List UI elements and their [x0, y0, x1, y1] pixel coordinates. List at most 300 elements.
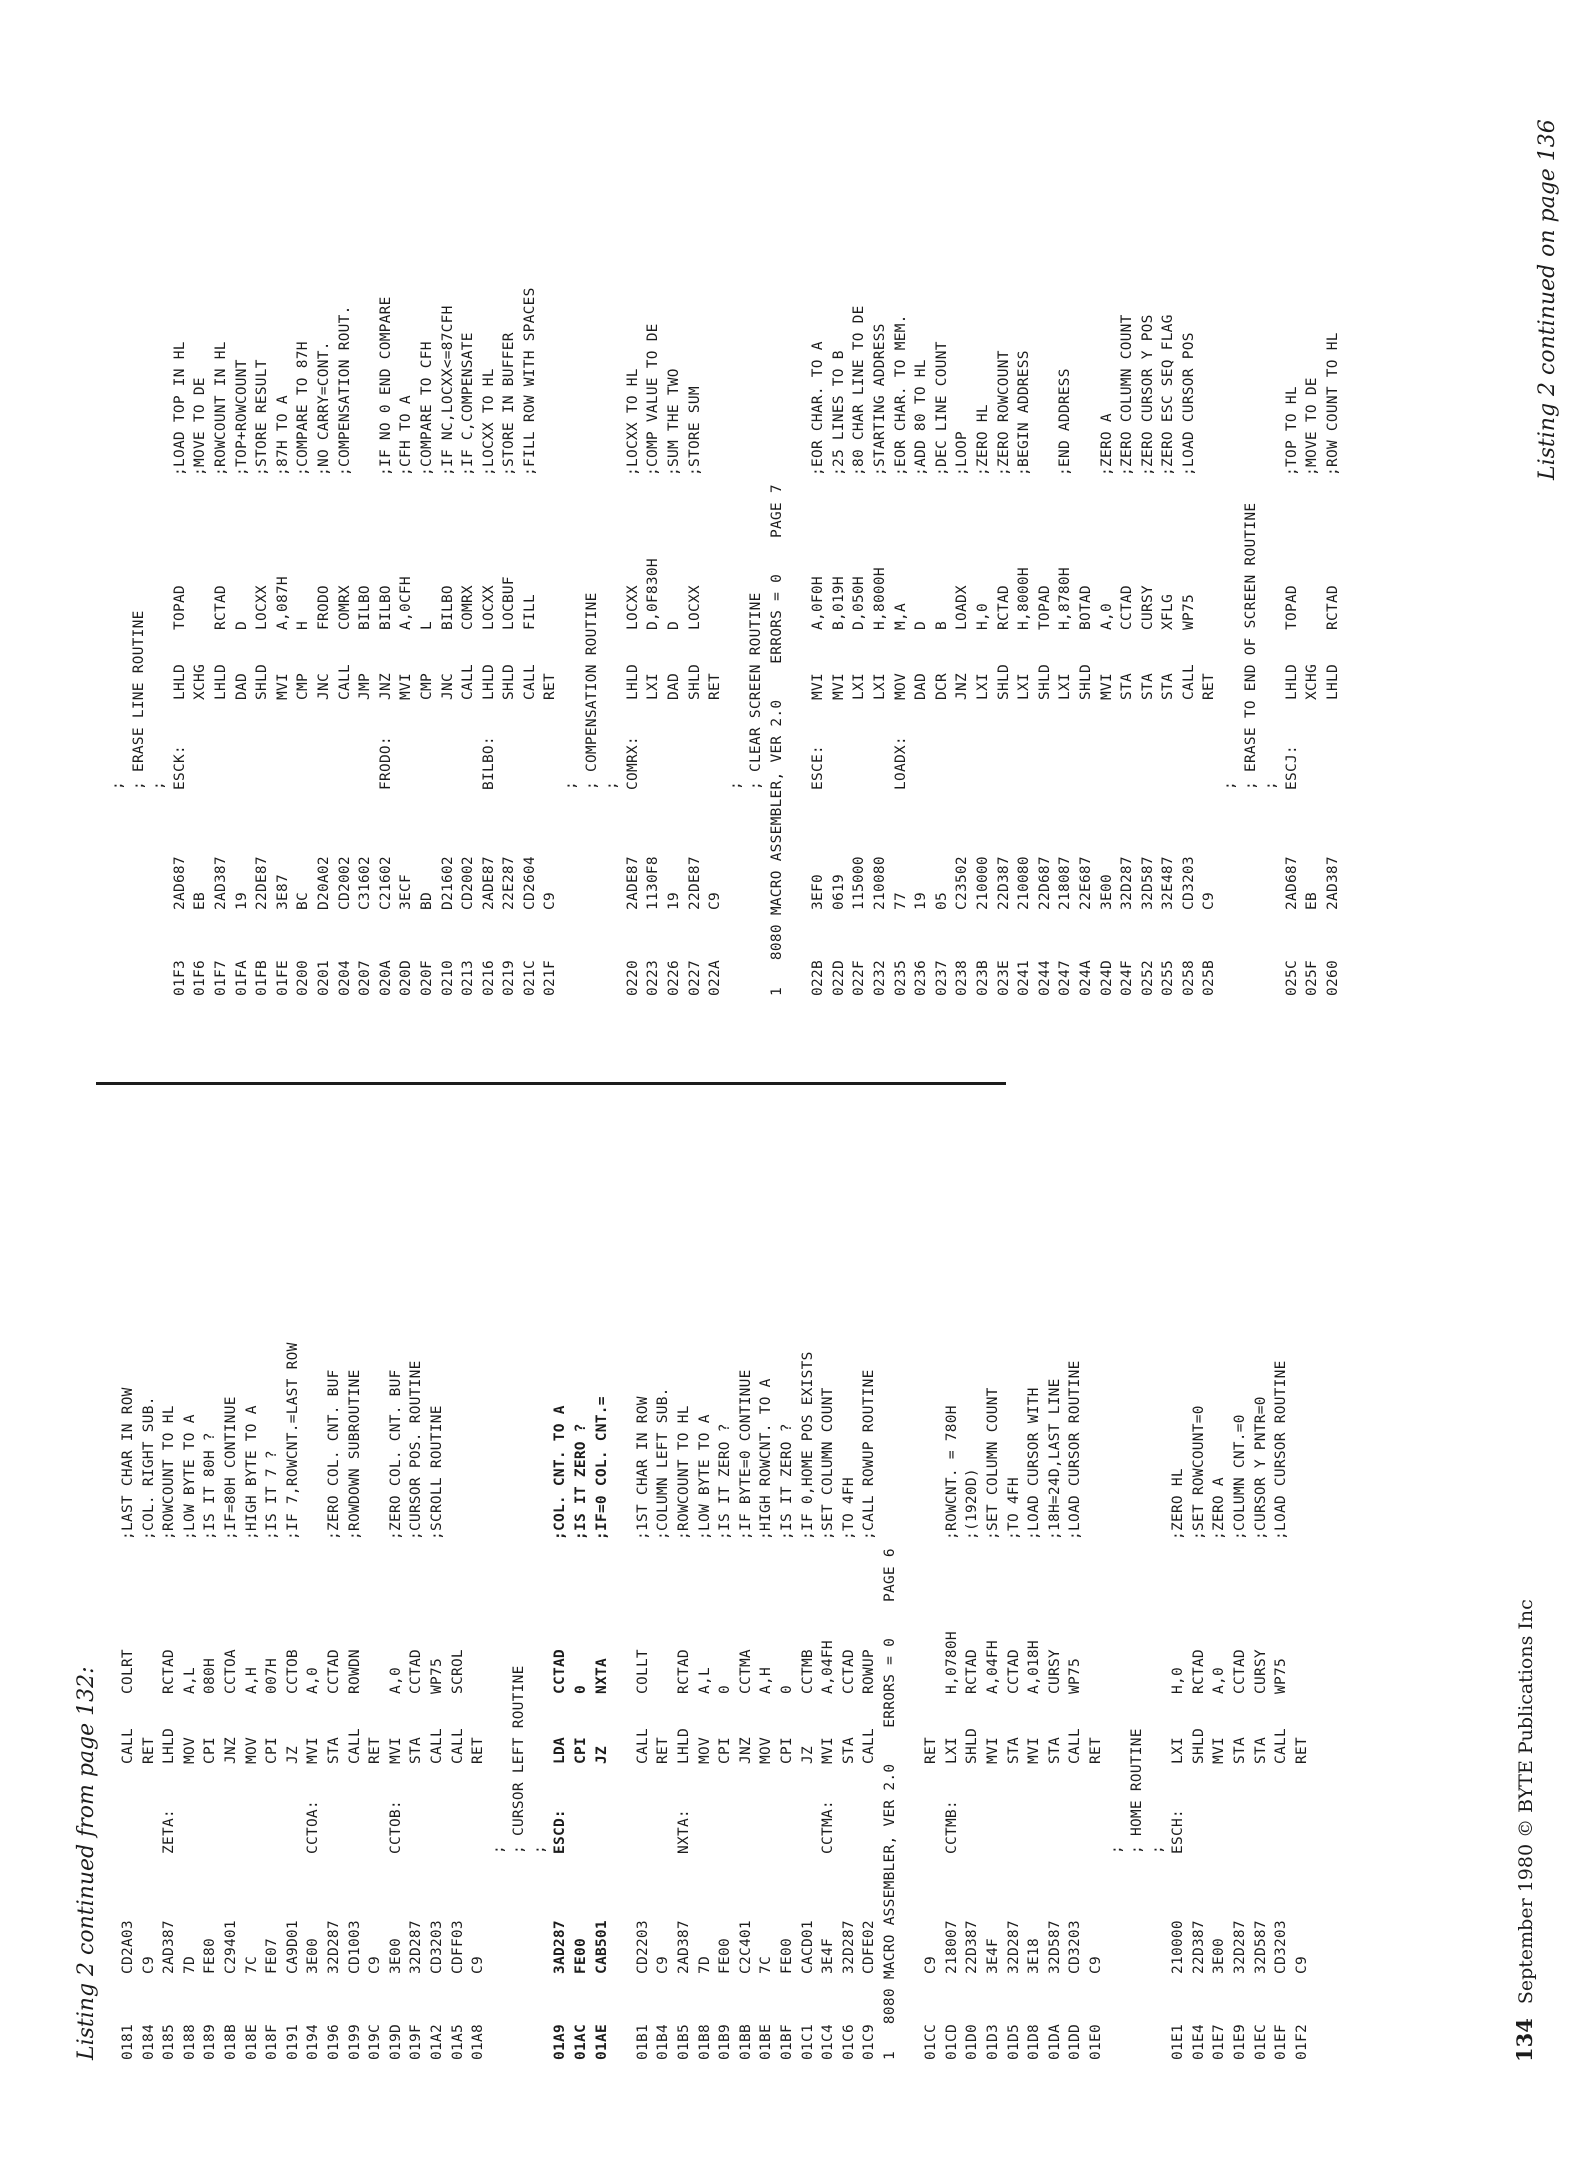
- opcode: STA: [408, 1737, 425, 1764]
- address: 01E9: [1232, 2024, 1249, 2060]
- address: 0219: [501, 960, 518, 996]
- publication-line: September 1980 © BYTE Publications Inc: [1515, 1599, 1537, 2005]
- label: ESCK:: [171, 745, 188, 790]
- operand: H,8000H: [871, 567, 888, 630]
- comment: ;LOAD CURSOR ROUTINE: [1067, 1360, 1084, 1540]
- operand: D,0F830H: [645, 558, 662, 630]
- address: 024D: [1098, 960, 1115, 996]
- opcode: LHLD: [161, 1728, 178, 1764]
- address: 01D8: [1026, 2024, 1043, 2060]
- code-line: [355, 26, 376, 996]
- object-code: CD2604: [521, 856, 538, 910]
- object-code: BD: [418, 892, 435, 910]
- address: 0235: [892, 960, 909, 996]
- blank-line: [612, 1090, 633, 2060]
- comment: ;MOVE TO DE: [192, 377, 209, 476]
- address: 0199: [346, 2024, 363, 2060]
- opcode: XCHG: [192, 664, 209, 700]
- comment: ;EOR CHAR. TO A: [810, 341, 827, 476]
- opcode: SHLD: [1190, 1728, 1207, 1764]
- opcode: MVI: [305, 1737, 322, 1764]
- section-comment-text: ; HOME ROUTINE: [1129, 1728, 1146, 1854]
- code-line: [798, 1090, 819, 2060]
- code-line: [818, 1090, 839, 2060]
- address: 0185: [161, 2024, 178, 2060]
- address: 01FB: [254, 960, 271, 996]
- opcode: LHLD: [212, 664, 229, 700]
- object-code: 32D287: [840, 1920, 857, 1974]
- operand: RCTAD: [161, 1649, 178, 1694]
- code-line: [190, 26, 211, 996]
- code-line: [962, 1090, 983, 2060]
- address: 018E: [243, 2024, 260, 2060]
- comment: ;LOW BYTE TO A: [181, 1414, 198, 1540]
- object-code: CA9D01: [284, 1920, 301, 1974]
- object-code: C9: [1087, 1956, 1104, 1974]
- operand: COMRX: [336, 585, 353, 630]
- comment: ;80 CHAR LINE TO DE: [851, 305, 868, 476]
- object-code: CD3203: [1273, 1920, 1290, 1974]
- opcode: LHLD: [1283, 664, 1300, 700]
- address: 022B: [810, 960, 827, 996]
- code-line: [1097, 26, 1118, 996]
- comment: ;ZERO HL: [1170, 1468, 1187, 1540]
- comment: ;IF BYTE=0 CONTINUE: [737, 1369, 754, 1540]
- object-code: 3E00: [1098, 874, 1115, 910]
- opcode: LXI: [1170, 1737, 1187, 1764]
- code-line: [911, 26, 932, 996]
- operand: LOCXX: [480, 585, 497, 630]
- section-comment-text: ;: [490, 1845, 507, 1854]
- address: 01AE: [593, 2024, 610, 2060]
- comment: ;STORE IN BUFFER: [501, 332, 518, 476]
- object-code: C21602: [377, 856, 394, 910]
- assembler-header-text: 1 8080 MACRO ASSEMBLER, VER 2.0 ERRORS = 0 PAGE 6: [881, 1548, 898, 2060]
- operand: RCTAD: [964, 1649, 981, 1694]
- code-line: [345, 1090, 366, 2060]
- opcode: RET: [707, 673, 724, 700]
- comment: ;ZERO COL. CNT. BUF: [387, 1369, 404, 1540]
- code-line: [283, 1090, 304, 2060]
- object-code: C9: [1201, 892, 1218, 910]
- comment: ;LOCXX TO HL: [624, 368, 641, 476]
- code-line: [221, 1090, 242, 2060]
- operand: A,0: [1098, 603, 1115, 630]
- code-line: [550, 1090, 571, 2060]
- opcode: JZ: [799, 1746, 816, 1764]
- code-line: [705, 26, 726, 996]
- comment: ;LOAD CURSOR WITH: [1026, 1387, 1043, 1540]
- address: 019D: [387, 2024, 404, 2060]
- code-line: [1271, 1090, 1292, 2060]
- address: 01E7: [1211, 2024, 1228, 2060]
- continued-from-caption: Listing 2 continued from page 132:: [74, 1666, 99, 2060]
- operand: RCTAD: [1190, 1649, 1207, 1694]
- code-line: [808, 26, 829, 996]
- address: 020F: [418, 960, 435, 996]
- opcode: MVI: [820, 1737, 837, 1764]
- operand: RCTAD: [1325, 585, 1342, 630]
- address: 0223: [645, 960, 662, 996]
- object-code: 2AD387: [676, 1920, 693, 1974]
- comment: ;STORE SUM: [686, 386, 703, 476]
- address: 022D: [830, 960, 847, 996]
- opcode: CPI: [202, 1737, 219, 1764]
- comment: ;25 LINES TO B: [830, 350, 847, 476]
- object-code: 115000: [851, 856, 868, 910]
- code-line: [1199, 26, 1220, 996]
- code-line: [633, 1090, 654, 2060]
- operand: NXTA: [593, 1658, 610, 1694]
- opcode: CALL: [346, 1728, 363, 1764]
- code-line: [829, 26, 850, 996]
- opcode: XCHG: [1304, 664, 1321, 700]
- code-line: [376, 26, 397, 996]
- code-line: [303, 1090, 324, 2060]
- object-code: 210000: [1170, 1920, 1187, 1974]
- address: 021F: [542, 960, 559, 996]
- address: 01D0: [964, 2024, 981, 2060]
- code-line: [1282, 26, 1303, 996]
- object-code: FE00: [717, 1938, 734, 1974]
- opcode: JNZ: [954, 673, 971, 700]
- address: 01CD: [943, 2024, 960, 2060]
- blank-line: [901, 1090, 922, 2060]
- code-line: [180, 1090, 201, 2060]
- comment: ;FILL ROW WITH SPACES: [521, 287, 538, 476]
- object-code: 218087: [1057, 856, 1074, 910]
- object-code: 22DE87: [254, 856, 271, 910]
- address: 025C: [1283, 960, 1300, 996]
- comment: ;END ADDRESS: [1057, 368, 1074, 476]
- code-line: [1055, 26, 1076, 996]
- operand: CURSY: [1139, 585, 1156, 630]
- comment: ;ROW COUNT TO HL: [1325, 332, 1342, 476]
- address: 01F7: [212, 960, 229, 996]
- opcode: MVI: [274, 673, 291, 700]
- object-code: BC: [295, 892, 312, 910]
- opcode: CALL: [1067, 1728, 1084, 1764]
- opcode: LXI: [1016, 673, 1033, 700]
- opcode: CMP: [418, 673, 435, 700]
- object-code: C9: [470, 1956, 487, 1974]
- object-code: EB: [1304, 892, 1321, 910]
- comment: ;LOAD CURSOR POS: [1180, 332, 1197, 476]
- address: 0226: [666, 960, 683, 996]
- comment: ;COMPARE TO 87H: [295, 341, 312, 476]
- code-line: [1086, 1090, 1107, 2060]
- object-code: 2ADE87: [480, 856, 497, 910]
- code-line: [592, 1090, 613, 2060]
- operand: 0: [573, 1685, 590, 1694]
- address: 019C: [367, 2024, 384, 2060]
- operand: RCTAD: [995, 585, 1012, 630]
- address: 0204: [336, 960, 353, 996]
- operand: COMRX: [460, 585, 477, 630]
- code-line: [1189, 1090, 1210, 2060]
- address: 01F6: [192, 960, 209, 996]
- object-code: 32D587: [1139, 856, 1156, 910]
- section-comment: [1107, 1090, 1128, 2060]
- operand: LOADX: [954, 585, 971, 630]
- comment: ;STORE RESULT: [254, 359, 271, 476]
- code-line: [952, 26, 973, 996]
- opcode: RET: [470, 1737, 487, 1764]
- opcode: LHLD: [171, 664, 188, 700]
- comment: ;COLUMN CNT.=0: [1232, 1414, 1249, 1540]
- opcode: CMP: [295, 673, 312, 700]
- code-line: [932, 26, 953, 996]
- object-code: 05: [933, 892, 950, 910]
- object-code: C9: [923, 1956, 940, 1974]
- object-code: CD2002: [460, 856, 477, 910]
- opcode: STA: [1046, 1737, 1063, 1764]
- comment: ;BEGIN ADDRESS: [1016, 350, 1033, 476]
- address: 01BB: [737, 2024, 754, 2060]
- operand: ROWDN: [346, 1649, 363, 1694]
- address: 01B9: [717, 2024, 734, 2060]
- comment: ;IS IT ZERO ?: [717, 1423, 734, 1540]
- section-comment: [746, 26, 767, 996]
- opcode: SHLD: [1036, 664, 1053, 700]
- section-comment-text: ;: [110, 781, 126, 790]
- code-line: [736, 1090, 757, 2060]
- label: ESCJ:: [1283, 745, 1300, 790]
- comment: ;TO 4FH: [1005, 1477, 1022, 1540]
- operand: A,018H: [1026, 1640, 1043, 1694]
- operand: RCTAD: [676, 1649, 693, 1694]
- code-line: [314, 26, 335, 996]
- object-code: 0619: [830, 874, 847, 910]
- object-code: 210080: [1016, 856, 1033, 910]
- operand: BILBO: [377, 585, 394, 630]
- section-comment-text: ; CLEAR SCREEN ROUTINE: [748, 592, 765, 790]
- address: 0237: [933, 960, 950, 996]
- code-line: [170, 26, 191, 996]
- section-comment-text: ; ERASE LINE ROUTINE: [130, 610, 147, 790]
- code-line: [335, 26, 356, 996]
- comment: ;CURSOR POS. ROUTINE: [408, 1360, 425, 1540]
- address: 0207: [357, 960, 374, 996]
- opcode: CALL: [634, 1728, 651, 1764]
- section-comment-text: ;: [1149, 1845, 1166, 1854]
- address: 019F: [408, 2024, 425, 2060]
- opcode: CALL: [521, 664, 538, 700]
- comment: ;IF 0,HOME POS EXISTS: [799, 1351, 816, 1540]
- operand: M,A: [892, 603, 909, 630]
- operand: BOTAD: [1077, 585, 1094, 630]
- code-line: [427, 1090, 448, 2060]
- comment: ;IF NC,LOCXX<=87CFH: [439, 305, 456, 476]
- comment: ;MOVE TO DE: [1304, 377, 1321, 476]
- object-code: CD1003: [346, 1920, 363, 1974]
- opcode: RET: [542, 673, 559, 700]
- opcode: CPI: [779, 1737, 795, 1764]
- address: 0201: [315, 960, 332, 996]
- object-code: 2AD387: [161, 1920, 178, 1974]
- section-comment-text: ;: [531, 1845, 548, 1854]
- code-line: [715, 1090, 736, 2060]
- code-line: [438, 26, 459, 996]
- operand: WP75: [1067, 1658, 1084, 1694]
- address: 0227: [686, 960, 703, 996]
- comment: ;TOP TO HL: [1283, 386, 1300, 476]
- code-line: [1292, 1090, 1313, 2060]
- opcode: JZ: [593, 1746, 610, 1764]
- assembler-header-text: 1 8080 MACRO ASSEMBLER, VER 2.0 ERRORS = 0 PAGE 7: [769, 484, 785, 996]
- comment: ;IF 7,ROWCNT.=LAST ROW: [284, 1342, 301, 1540]
- object-code: 32D287: [325, 1920, 342, 1974]
- comment: ;TO 4FH: [840, 1477, 857, 1540]
- comment: ;ADD 80 TO HL: [913, 359, 930, 476]
- address: 021C: [521, 960, 538, 996]
- code-line: [139, 1090, 160, 2060]
- object-code: C9: [140, 1956, 157, 1974]
- comment: ;ROWCNT. = 780H: [943, 1405, 960, 1540]
- code-line: [458, 26, 479, 996]
- address: 0200: [295, 960, 312, 996]
- object-code: 3E87: [274, 874, 291, 910]
- address: 01EC: [1252, 2024, 1269, 2060]
- section-comment: [1127, 1090, 1148, 2060]
- opcode: LXI: [871, 673, 888, 700]
- comment: ;LOOP: [954, 431, 971, 476]
- opcode: LXI: [851, 673, 868, 700]
- code-line: [695, 1090, 716, 2060]
- object-code: C29401: [222, 1920, 239, 1974]
- object-code: 3EF0: [810, 874, 827, 910]
- code-line: [1117, 26, 1138, 996]
- opcode: RET: [140, 1737, 157, 1764]
- opcode: JMP: [357, 673, 374, 700]
- opcode: MVI: [387, 1737, 404, 1764]
- operand: A,04FH: [820, 1640, 837, 1694]
- object-code: CACD01: [799, 1920, 816, 1974]
- opcode: DAD: [913, 673, 930, 700]
- comment: ;ROWCOUNT TO HL: [676, 1405, 693, 1540]
- address: 0188: [181, 2024, 198, 2060]
- comment: ;LOCXX TO HL: [480, 368, 497, 476]
- code-line: [653, 1090, 674, 2060]
- operand: A,H: [758, 1667, 775, 1694]
- address: 0260: [1325, 960, 1342, 996]
- page-number: 134: [1512, 2018, 1537, 2062]
- opcode: LXI: [943, 1737, 960, 1764]
- comment: ;1ST CHAR IN ROW: [634, 1396, 651, 1540]
- opcode: SHLD: [501, 664, 518, 700]
- comment: ;IS IT 7 ?: [264, 1450, 281, 1540]
- address: 01AC: [573, 2024, 590, 2060]
- opcode: DAD: [233, 673, 250, 700]
- code-line: [1251, 1090, 1272, 2060]
- code-line: [891, 26, 912, 996]
- comment: ;COMPARE TO CFH: [418, 341, 435, 476]
- opcode: JZ: [284, 1746, 301, 1764]
- section-comment: [129, 26, 150, 996]
- address: 0216: [480, 960, 497, 996]
- opcode: JNZ: [377, 673, 394, 700]
- address: 01B1: [634, 2024, 651, 2060]
- opcode: STA: [1139, 673, 1156, 700]
- address: 018B: [222, 2024, 239, 2060]
- address: 023E: [995, 960, 1012, 996]
- code-line: [870, 26, 891, 996]
- address: 0184: [140, 2024, 157, 2060]
- operand: CCTAD: [1232, 1649, 1249, 1694]
- address: 01C4: [820, 2024, 837, 2060]
- comment: ;TOP+ROWCOUNT: [233, 359, 250, 476]
- operand: A,0: [1211, 1667, 1228, 1694]
- opcode: CPI: [573, 1737, 590, 1764]
- operand: CCTAD: [1005, 1649, 1022, 1694]
- object-code: 2AD687: [1283, 856, 1300, 910]
- opcode: CPI: [264, 1737, 281, 1764]
- address: 018F: [264, 2024, 281, 2060]
- code-line: [1138, 26, 1159, 996]
- comment: ;IF=80H CONTINUE: [222, 1396, 239, 1540]
- code-line: [849, 26, 870, 996]
- code-line: [1179, 26, 1200, 996]
- object-code: 22DE87: [686, 856, 703, 910]
- opcode: LHLD: [624, 664, 641, 700]
- object-code: 3E00: [1211, 1938, 1228, 1974]
- code-line: [293, 26, 314, 996]
- section-comment: [1220, 26, 1241, 996]
- code-line: [540, 26, 561, 996]
- object-code: 2AD687: [171, 856, 188, 910]
- column-divider: [96, 1082, 1006, 1085]
- address: 0194: [305, 2024, 322, 2060]
- label: LOADX:: [892, 736, 909, 790]
- address: 01A2: [428, 2024, 445, 2060]
- comment: ;ZERO COLUMN COUNT: [1119, 314, 1136, 476]
- object-code: 32D287: [1119, 856, 1136, 910]
- address: 01FA: [233, 960, 250, 996]
- operand: D: [913, 621, 930, 630]
- operand: WP75: [1180, 594, 1197, 630]
- comment: ;IS IT ZERO ?: [779, 1423, 795, 1540]
- address: 01A5: [449, 2024, 466, 2060]
- label: COMRX:: [624, 736, 641, 790]
- label: ESCE:: [810, 745, 827, 790]
- address: 0191: [284, 2024, 301, 2060]
- address: 01C6: [840, 2024, 857, 2060]
- operand: H,0780H: [943, 1631, 960, 1694]
- code-line: [365, 1090, 386, 2060]
- operand: TOPAD: [1283, 585, 1300, 630]
- blank-line: [788, 26, 809, 996]
- assembler-page-header: [880, 1090, 901, 2060]
- object-code: EB: [192, 892, 209, 910]
- address: 0196: [325, 2024, 342, 2060]
- code-line: [1024, 1090, 1045, 2060]
- object-code: 7D: [696, 1956, 713, 1974]
- opcode: MOV: [696, 1737, 713, 1764]
- section-comment-text: ;: [151, 781, 168, 790]
- address: 01E0: [1087, 2024, 1104, 2060]
- object-code: 3AD287: [552, 1920, 569, 1974]
- code-line: [499, 26, 520, 996]
- opcode: DAD: [666, 673, 683, 700]
- address: 01A9: [552, 2024, 569, 2060]
- opcode: STA: [325, 1737, 342, 1764]
- opcode: RET: [367, 1737, 384, 1764]
- address: 01DD: [1067, 2024, 1084, 2060]
- code-line: [756, 1090, 777, 2060]
- address: 022A: [707, 960, 724, 996]
- opcode: MVI: [984, 1737, 1001, 1764]
- opcode: JNC: [315, 673, 332, 700]
